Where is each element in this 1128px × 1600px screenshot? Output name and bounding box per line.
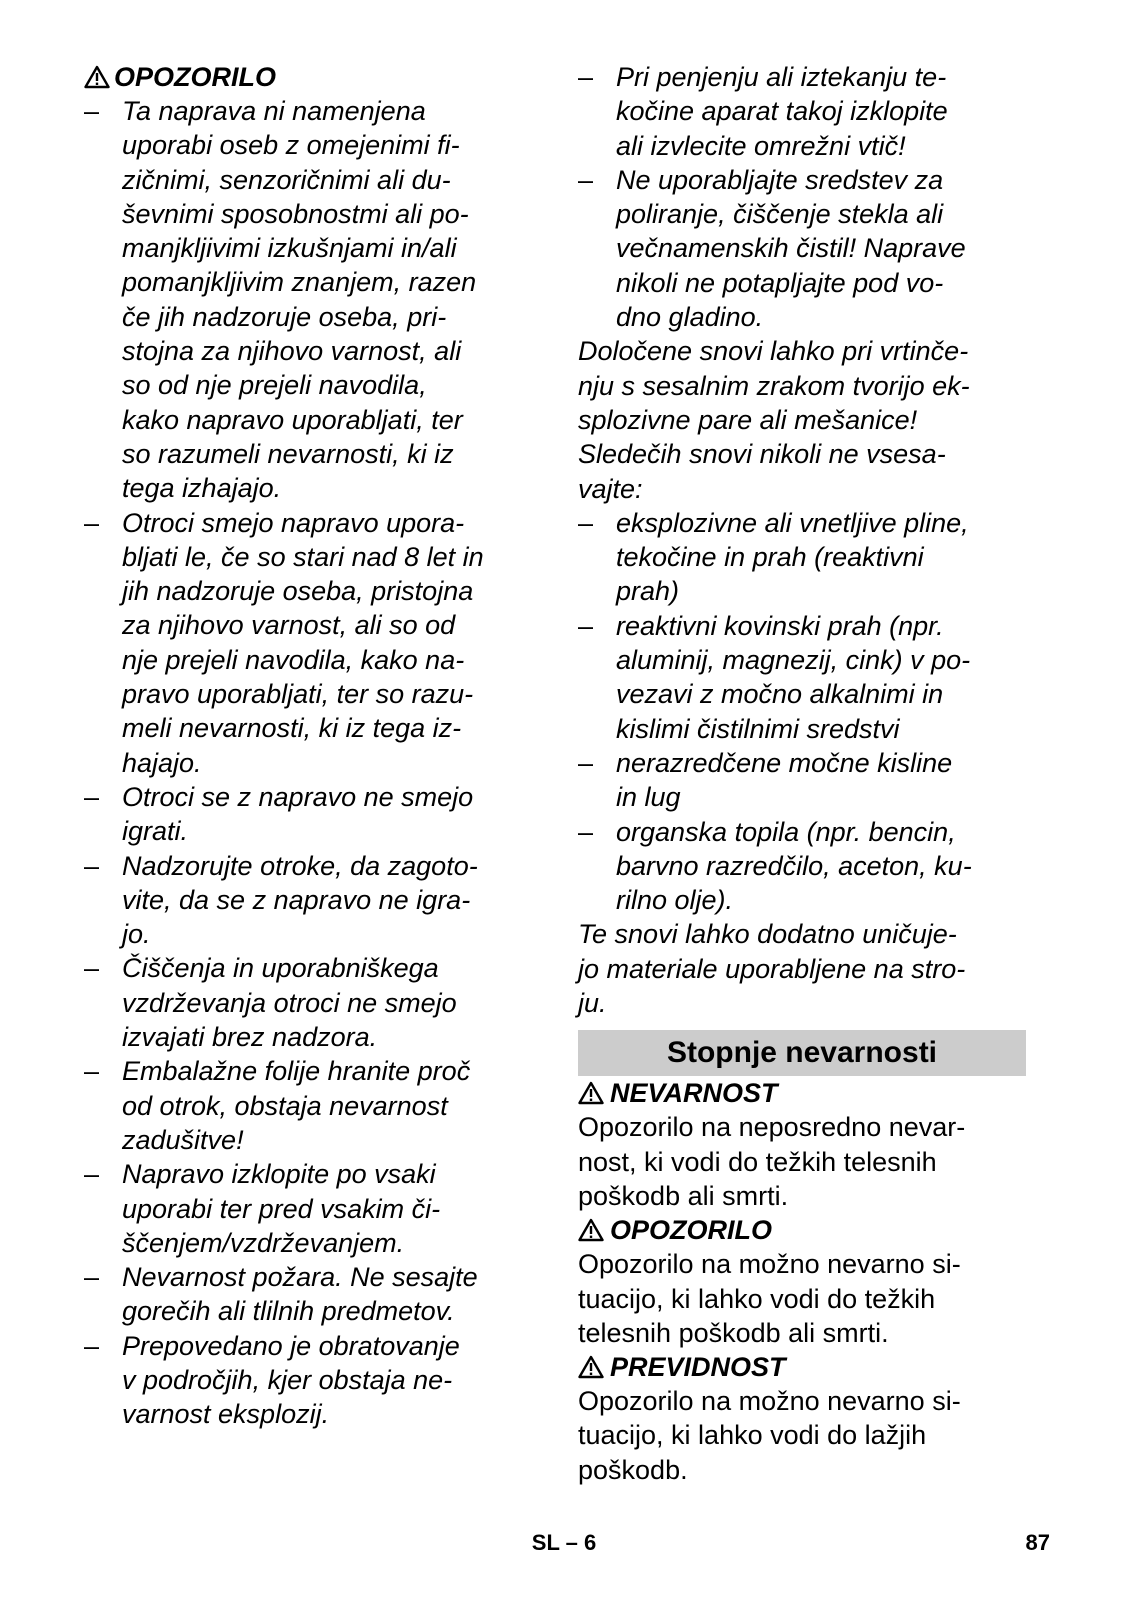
hazard-level-title: NEVARNOST [610,1078,778,1109]
bullet-line: in lug [616,782,681,813]
bullet-item [84,1260,544,1329]
section-title-bar [578,1030,1026,1076]
bullet-line: prah) [616,576,680,607]
bullet-line: so razumeli nevarnosti, ki iz [122,438,454,469]
bullet-line: hajajo. [122,747,202,778]
bullet-line: barvno razredčilo, aceton, ku- [616,850,972,881]
bullet-line: vezavi z močno alkalnimi in [616,679,944,710]
description-line: poškodb. [578,1454,688,1485]
bullet-line: vite, da se z napravo ne igra- [122,884,471,915]
left-column [84,60,544,1432]
hazard-level-description [578,1247,1038,1350]
bullet-item [578,746,1038,815]
bullet-line: uporabi oseb z omejenimi fi- [122,130,460,161]
bullet-line: od otrok, obstaja nevarnost [122,1090,448,1121]
bullet-item [84,849,544,952]
description-line: tuacijo, ki lahko vodi do lažjih [578,1420,927,1451]
section-title: Stopnje nevarnosti [666,1036,938,1070]
bullet-line: rilno olje). [616,885,734,916]
description-line: telesnih poškodb ali smrti. [578,1317,889,1348]
bullet-line: stojna za njihovo varnost, ali [122,336,462,367]
left-bullet-list [84,94,544,1432]
warning-triangle-icon [84,60,114,94]
dash-bullet-marker: – [578,747,594,778]
bullet-line: ševnimi sposobnostmi ali po- [122,198,469,229]
bullet-line: nerazredčene močne kisline [616,747,953,778]
bullet-line: Nevarnost požara. Ne sesajte [122,1262,478,1293]
bullet-line: kislimi čistilnimi sredstvi [616,713,900,744]
bullet-line: uporabi ter pred vsakim či- [122,1193,441,1224]
bullet-line: večnamenskih čistil! Naprave [616,233,966,264]
hazard-level-description [578,1384,1038,1487]
dash-bullet-marker: – [84,1330,100,1361]
description-line: poškodb ali smrti. [578,1180,789,1211]
hazard-level-title: PREVIDNOST [610,1352,786,1383]
dash-bullet-marker: – [578,507,594,538]
dash-bullet-marker: – [578,62,594,92]
footer-section-code: SL – 6 [531,1530,597,1555]
bullet-line: jih nadzoruje oseba, pristojna [122,576,474,607]
dash-bullet-marker: – [84,1159,100,1190]
bullet-line: zičnimi, senzoričnimi ali du- [122,164,451,195]
warning-triangle-icon [578,1078,610,1108]
dash-bullet-marker: – [84,507,100,538]
paragraph-line: jo materiale uporabljene na stro- [578,953,966,984]
bullet-line: Nadzorujte otroke, da zagoto- [122,850,478,881]
bullet-line: Otroci se z napravo ne smejo [122,781,474,812]
dash-bullet-marker: – [578,816,594,847]
bullet-line: tega izhajajo. [122,473,282,504]
hazardous-substances-paragraph [578,334,1038,505]
bullet-line: zadušitve! [122,1124,244,1155]
bullet-line: meli nevarnosti, ki iz tega iz- [122,713,462,744]
bullet-item [578,163,1038,334]
bullet-line: organska topila (npr. bencin, [616,816,956,847]
bullet-line: reaktivni kovinski prah (npr. [616,610,944,641]
bullet-line: jo. [122,919,151,950]
description-line: tuacijo, ki lahko vodi do težkih [578,1283,936,1314]
hazard-levels-list [578,1076,1038,1487]
footer-page-number: 87 [1025,1530,1050,1555]
paragraph-line: Določene snovi lahko pri vrtinče- [578,336,969,367]
paragraph-line: vajte: [578,473,643,504]
bullet-line: nikoli ne potapljajte pod vo- [616,267,944,298]
bullet-line: ali izvlecite omrežni vtič! [616,130,906,161]
material-damage-paragraph [578,917,1038,1020]
bullet-line: kako napravo uporabljati, ter [122,404,463,435]
bullet-line: eksplozivne ali vnetljive pline, [616,507,969,538]
dash-bullet-marker: – [84,850,100,881]
paragraph-line: ju. [578,988,607,1019]
bullet-line: dno gladino. [616,302,764,333]
bullet-item [578,506,1038,609]
bullet-line: igrati. [122,816,189,847]
hazard-level-heading [578,1213,1038,1247]
bullet-line: izvajati brez nadzora. [122,1022,378,1053]
description-line: nost, ki vodi do težkih telesnih [578,1146,937,1177]
bullet-line: so od nje prejeli navodila, [122,370,427,401]
dash-bullet-marker: – [84,96,100,126]
bullet-line: Pri penjenju ali iztekanju te- [616,62,947,92]
bullet-line: manjkljivimi izkušnjami in/ali [122,233,457,264]
substances-bullet-list [578,506,1038,918]
dash-bullet-marker: – [84,781,100,812]
bullet-line: Embalažne folije hranite proč [122,1056,471,1087]
bullet-item [578,815,1038,918]
right-bullet-list-top [578,60,1038,334]
hazard-level-heading [578,1076,1038,1110]
warning-triangle-icon [578,1352,610,1382]
bullet-item [84,1329,544,1432]
bullet-line: vzdrževanja otroci ne smejo [122,987,457,1018]
bullet-line: Čiščenja in uporabniškega [122,953,439,984]
hazard-level-description [578,1110,1038,1213]
bullet-item [84,1157,544,1260]
bullet-line: pravo uporabljati, ter so razu- [122,679,474,710]
description-line: Opozorilo na neposredno nevar- [578,1112,966,1143]
bullet-line: gorečih ali tlilnih predmetov. [122,1296,455,1327]
bullet-line: v področjih, kjer obstaja ne- [122,1364,453,1395]
bullet-line: tekočine in prah (reaktivni [616,542,924,573]
bullet-line: če jih nadzoruje oseba, pri- [122,301,447,332]
bullet-item [84,951,544,1054]
description-line: Opozorilo na možno nevarno si- [578,1386,961,1417]
description-line: Opozorilo na možno nevarno si- [578,1249,961,1280]
bullet-item [578,60,1038,163]
bullet-item [84,780,544,849]
bullet-line: bljati le, če so stari nad 8 let in [122,541,484,572]
bullet-line: kočine aparat takoj izklopite [616,96,948,127]
hazard-level-heading [578,1350,1038,1384]
dash-bullet-marker: – [578,164,594,195]
bullet-line: za njihovo varnost, ali so od [122,610,456,641]
bullet-line: varnost eksplozij. [122,1399,330,1430]
bullet-item [84,1054,544,1157]
paragraph-line: Te snovi lahko dodatno uničuje- [578,919,957,950]
bullet-line: Prepovedano je obratovanje [122,1330,460,1361]
paragraph-line: Sledečih snovi nikoli ne vsesa- [578,439,946,470]
dash-bullet-marker: – [578,610,594,641]
dash-bullet-marker: – [84,953,100,984]
bullet-line: Ta naprava ni namenjena [122,96,426,126]
right-column [578,60,1038,1487]
bullet-item [578,609,1038,746]
bullet-line: pomanjkljivim znanjem, razen [122,267,477,298]
warning-triangle-icon [578,1215,610,1245]
paragraph-line: splozivne pare ali mešanice! [578,404,918,435]
bullet-line: Napravo izklopite po vsaki [122,1159,436,1190]
bullet-line: aluminij, magnezij, cink) v po- [616,645,971,676]
bullet-item [84,94,544,506]
warning-heading [84,60,544,94]
bullet-line: nje prejeli navodila, kako na- [122,644,465,675]
bullet-line: ščenjem/vzdrževanjem. [122,1227,405,1258]
bullet-line: poliranje, čiščenje stekla ali [616,199,944,230]
bullet-item [84,506,544,780]
dash-bullet-marker: – [84,1056,100,1087]
hazard-level-title: OPOZORILO [610,1215,772,1246]
bullet-line: Otroci smejo napravo upora- [122,507,465,538]
paragraph-line: nju s sesalnim zrakom tvorijo ek- [578,370,970,401]
dash-bullet-marker: – [84,1262,100,1293]
bullet-line: Ne uporabljajte sredstev za [616,164,944,195]
warning-heading-text: OPOZORILO [114,62,276,92]
